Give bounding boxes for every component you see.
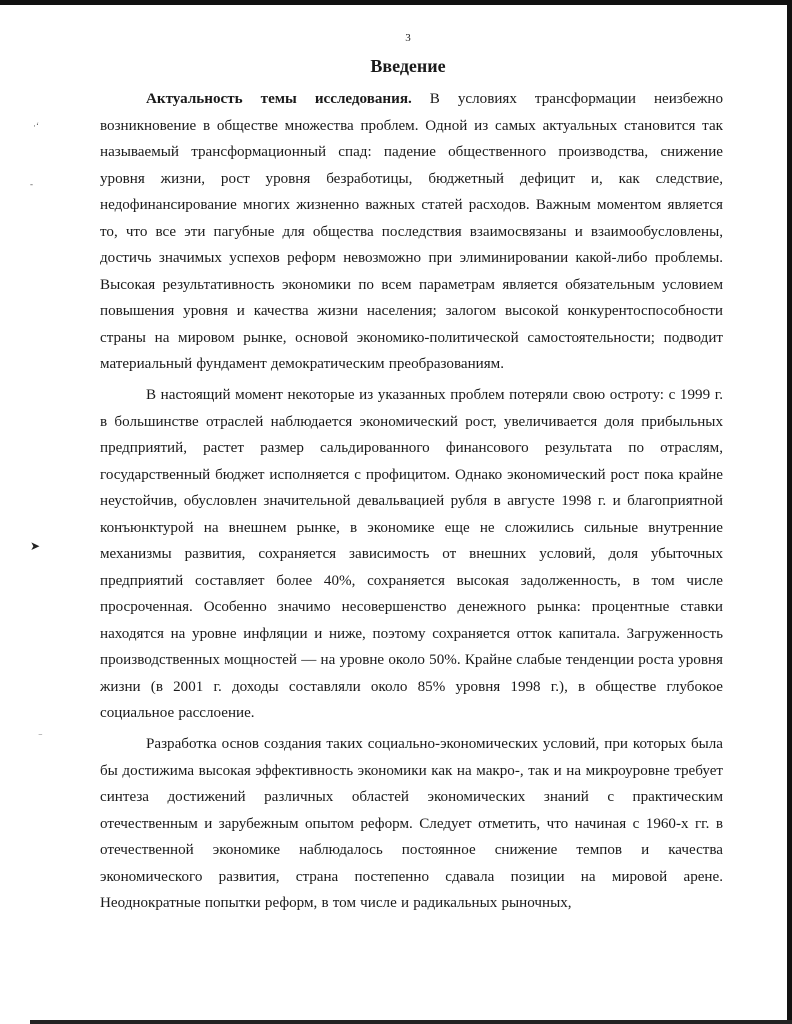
scan-speck: - xyxy=(30,179,33,189)
main-text xyxy=(100,86,723,917)
scan-speck: ·ʻ xyxy=(33,121,39,131)
paragraph-1-text: В условиях трансформации неизбежно возникновение в обществе множества проблем. Одной из самых актуальных становится так называемый трансформационный спад: падение общественного производства, снижение уровня жизни, рост уровня безработицы, бюджетный дефицит и, как следствие, недофинансирование многих жизненно важных статей расходов. Важным моментом является то, что все эти пагубные для общества последствия взаимосвязаны и взаимообусловлены, достичь значимых успехов реформ невозможно при элиминировании какой-либо проблемы. Высокая результативность экономики по всем параметрам является обязательным условием повышения уровня и качества жизни населения; залогом высокой конкурентоспособности страны на мировом рынке, основой экономико-политической самостоятельности; подводит материальный фундамент демократическим преобразованиям. xyxy=(100,91,724,372)
paragraph-1 xyxy=(100,86,723,378)
page-title: Введение xyxy=(370,56,446,76)
lead-phrase: Актуальность темы исследования. xyxy=(146,91,412,107)
paragraph-2: В настоящий момент некоторые из указанных проблем потеряли свою остроту: с 1999 г. в большинстве отраслей наблюдается экономический рост, увеличивается доля прибыльных предприятий, растет размер сальдированного финансового результата по отраслям, государственный бюджет исполняется с профицитом. Однако экономический рост пока крайне неустойчив, обусловлен значительной девальвацией рубля в августе 1998 г. и благоприятной конъюнктурой на внешнем рынке, в экономике еще не сложились сильные внутренние механизмы развития, сохраняется зависимость от внешних условий, доля убыточных предприятий составляет более 40%, сохраняется высокая задолженность, в том числе просроченная. Особенно значимо несовершенство денежного рынка: процентные ставки находятся на уровне инфляции и ниже, поэтому сохраняется отток капитала. Загруженность производственных мощностей — на уровне около 50%. Крайне слабые тенденции роста уровня жизни (в 2001 г. доходы составляли около 85% уровня 1998 г.), в обществе глубокое социальное расслоение. xyxy=(100,387,723,721)
paragraph-3: Разработка основ создания таких социально-экономических условий, при которых была бы достижима высокая эффективность экономики как на макро-, так и на микроуровне требует синтеза достижений различных областей экономических знаний с практическим отечественным и зарубежным опытом реформ. Следует отметить, что начиная с 1960-х гг. в отечественной экономике наблюдалось постоянное снижение темпов и качества экономического развития, страна постепенно сдавала позиции на мировой арене. Неоднократные попытки реформ, в том числе и радикальных рыночных, xyxy=(100,736,723,911)
page-number: 3 xyxy=(405,32,411,44)
scan-speck: ⁻ xyxy=(38,731,43,741)
scan-border-right xyxy=(787,0,792,1024)
scan-border-top xyxy=(0,0,792,5)
scan-border-bottom xyxy=(30,1020,792,1024)
scan-speck: ➤ xyxy=(30,539,41,553)
